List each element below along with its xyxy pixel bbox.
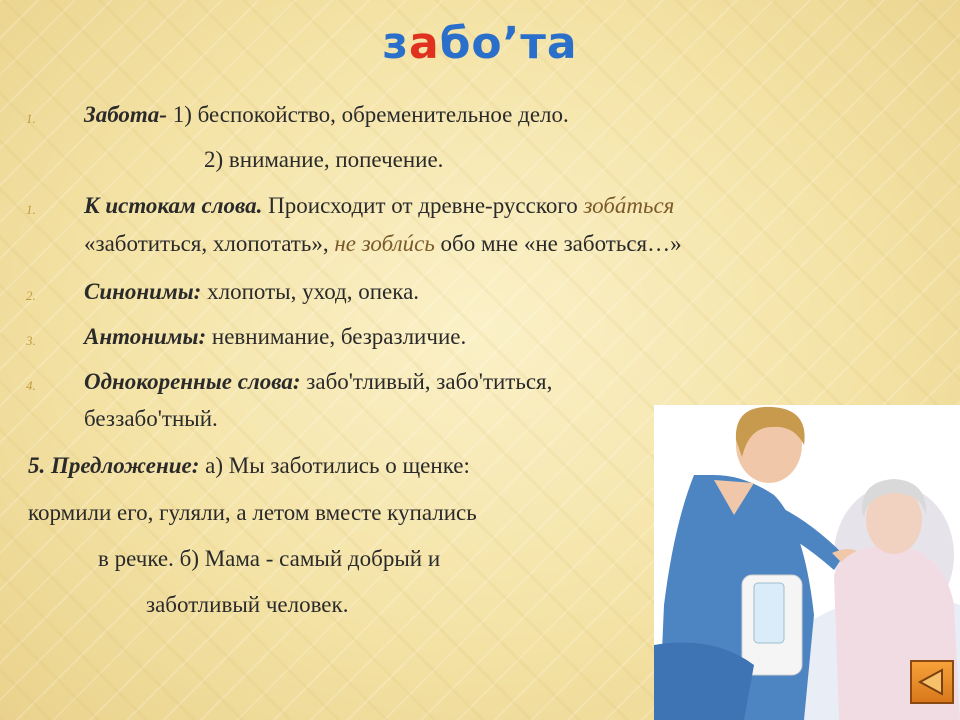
sentence-line-3: в речке. б) Мама - самый добрый и xyxy=(98,546,441,571)
origin-meaning: «заботиться, хлопотать», xyxy=(84,231,335,256)
definition-line-1 xyxy=(84,102,569,128)
origin-example: не зоблúсь xyxy=(334,231,435,256)
title-part-1: з xyxy=(382,18,409,69)
synonyms-term: Синонимы: xyxy=(84,279,202,304)
item-number-3: 3. xyxy=(26,333,36,348)
definition-term: Забота- xyxy=(84,102,167,127)
sentence-term: 5. Предложение: xyxy=(28,453,200,478)
item-number-1a: 1. xyxy=(26,111,36,126)
origin-line-2 xyxy=(84,231,682,257)
synonyms-line xyxy=(84,279,419,305)
previous-slide-button[interactable] xyxy=(910,660,954,704)
origin-text: Происходит от древне-русского xyxy=(262,193,584,218)
origin-term: К истокам слова. xyxy=(84,193,263,218)
triangle-left-icon xyxy=(916,666,948,698)
antonyms-line xyxy=(84,324,466,350)
slide-title xyxy=(0,18,960,69)
definition-line-2: 2) внимание, попечение. xyxy=(204,147,444,172)
synonyms-text: хлопоты, уход, опека. xyxy=(201,279,420,304)
related-words-line-1 xyxy=(84,369,552,395)
sentence-line-1 xyxy=(28,453,470,479)
title-stressed-letter: а xyxy=(409,18,440,69)
related-words-term: Однокоренные слова: xyxy=(84,369,301,394)
item-number-2: 2. xyxy=(26,288,36,303)
sentence-a: а) Мы заботились о щенке: xyxy=(199,453,470,478)
antonyms-text: невнимание, безразличие. xyxy=(206,324,467,349)
title-part-2: бо’та xyxy=(439,18,578,69)
related-words-text: забо'тливый, забо'титься, xyxy=(300,369,553,394)
origin-line-1 xyxy=(84,193,674,219)
item-number-4: 4. xyxy=(26,378,36,393)
item-number-1b: 1. xyxy=(26,202,36,217)
antonyms-term: Антонимы: xyxy=(84,324,207,349)
definition-1: 1) беспокойство, обременительное дело. xyxy=(166,102,569,127)
sentence-line-4: заботливый человек. xyxy=(146,592,349,617)
origin-example-rest: обо мне «не заботься…» xyxy=(434,231,682,256)
origin-word: зобáться xyxy=(583,193,675,218)
related-words-line-2: беззабо'тный. xyxy=(84,406,218,431)
sentence-line-2: кормили его, гуляли, а летом вместе купались xyxy=(28,500,477,525)
